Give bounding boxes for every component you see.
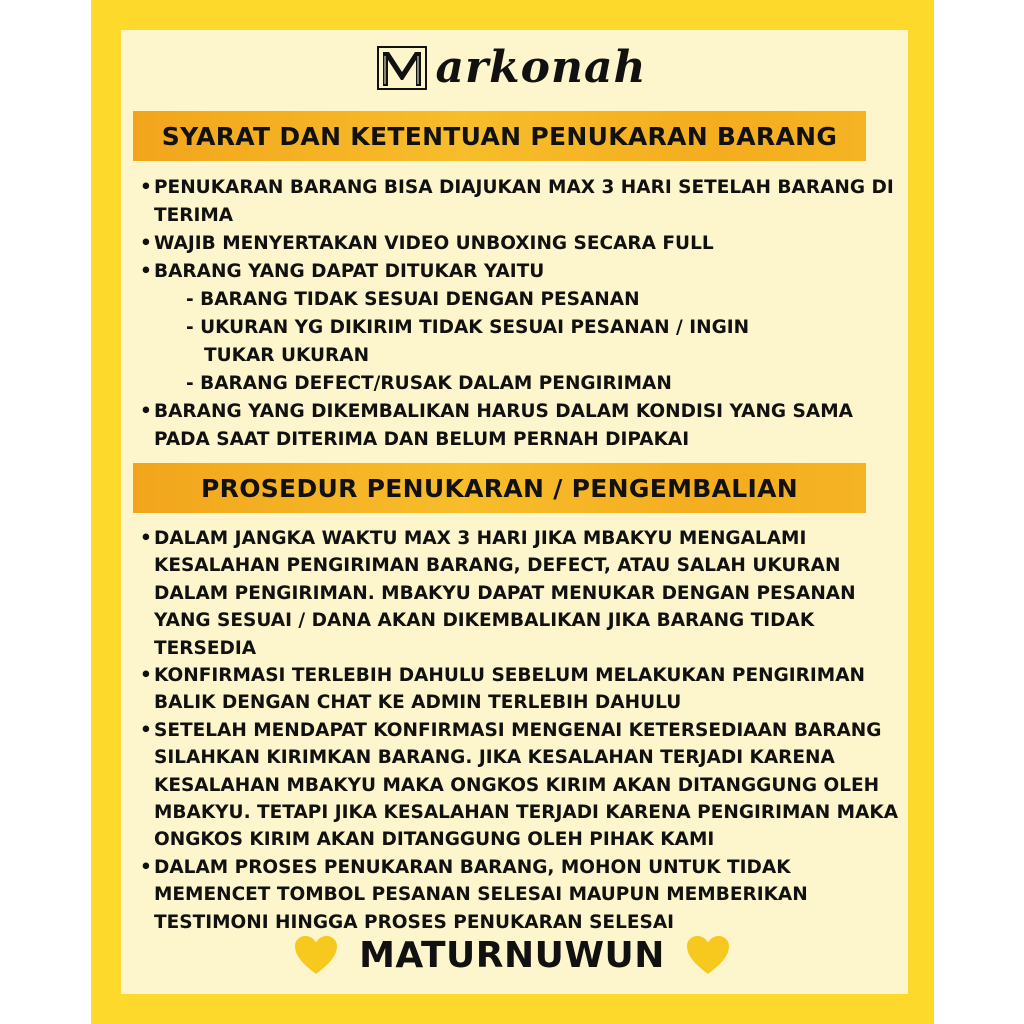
procedure-list (140, 525, 910, 936)
list-item: • BARANG YANG DAPAT DITUKAR YAITU (140, 258, 910, 286)
sub-list-item-continued: TUKAR UKURAN (204, 345, 370, 366)
sub-list-item: - BARANG DEFECT/RUSAK DALAM PENGIRIMAN (186, 373, 672, 394)
heart-icon (293, 934, 339, 976)
section-title-terms: SYARAT DAN KETENTUAN PENUKARAN BARANG (133, 111, 866, 161)
brand-logo (0, 42, 1024, 93)
thank-you-text: MATURNUWUN (359, 934, 665, 976)
list-item: • SETELAH MENDAPAT KONFIRMASI MENGENAI KETERSEDIAAN BARANG SILAHKAN KIRIMKAN BARANG. JIKA KESALAHAN TERJADI KARENA KESALAHAN MBAKYU MAKA ONGKOS KIRIM AKAN DITANGGUNG OLEH MBAKYU. TETAPI JIKA KESALAHAN TERJADI KARENA PENGIRIMAN MAKA ONGKOS KIRIM AKAN DITANGGUNG OLEH PIHAK KAMI (140, 717, 910, 854)
list-item: • DALAM JANGKA WAKTU MAX 3 HARI JIKA MBAKYU MENGALAMI KESALAHAN PENGIRIMAN BARANG, DEFECT, ATAU SALAH UKURAN DALAM PENGIRIMAN. MBAKYU DAPAT MENUKAR DENGAN PESANAN YANG SESUAI / DANA AKAN DIKEMBALIKAN JIKA BARANG TIDAK TERSEDIA (140, 525, 910, 662)
terms-list (140, 174, 910, 454)
sub-list-item: - BARANG TIDAK SESUAI DENGAN PESANAN (186, 289, 640, 310)
list-item: • WAJIB MENYERTAKAN VIDEO UNBOXING SECARA FULL (140, 230, 910, 258)
list-item: • DALAM PROSES PENUKARAN BARANG, MOHON UNTUK TIDAK MEMENCET TOMBOL PESANAN SELESAI MAUPUN MEMBERIKAN TESTIMONI HINGGA PROSES PENUKARAN SELESAI (140, 854, 910, 936)
list-item: • BARANG YANG DIKEMBALIKAN HARUS DALAM KONDISI YANG SAMA PADA SAAT DITERIMA DAN BELUM PERNAH DIPAKAI (140, 398, 910, 454)
footer (0, 930, 1024, 980)
section-title-procedure: PROSEDUR PENUKARAN / PENGEMBALIAN (133, 463, 866, 513)
list-item: • KONFIRMASI TERLEBIH DAHULU SEBELUM MELAKUKAN PENGIRIMAN BALIK DENGAN CHAT KE ADMIN TERLEBIH DAHULU (140, 662, 910, 717)
heart-icon (685, 934, 731, 976)
brand-monogram-icon (377, 46, 427, 90)
brand-name: arkonah (435, 42, 647, 93)
list-item: • PENUKARAN BARANG BISA DIAJUKAN MAX 3 HARI SETELAH BARANG DI TERIMA (140, 174, 910, 230)
sub-list-item: - UKURAN YG DIKIRIM TIDAK SESUAI PESANAN / INGIN (186, 317, 750, 338)
